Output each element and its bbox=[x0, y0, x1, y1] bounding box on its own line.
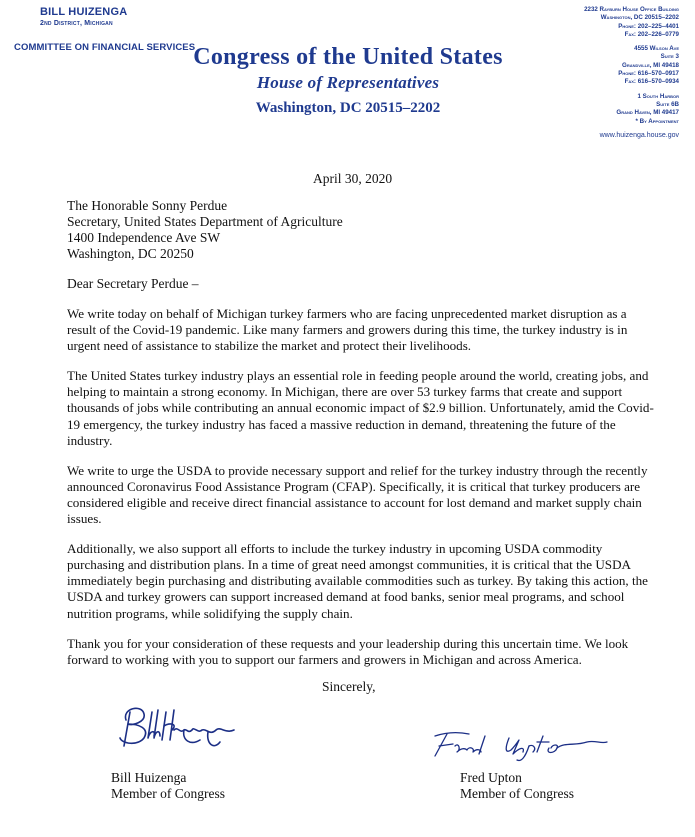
office-line: 1 South Harbor bbox=[637, 92, 679, 100]
signatory-huizenga bbox=[111, 770, 225, 802]
committee-label: COMMITTEE ON FINANCIAL SERVICES bbox=[14, 42, 196, 53]
office-line: Washington, DC 20515–2202 bbox=[600, 14, 679, 22]
letter-body bbox=[67, 306, 657, 682]
office-line: Suite 3 bbox=[660, 53, 679, 61]
upton-signature bbox=[425, 722, 615, 762]
grand-haven-office bbox=[529, 93, 679, 126]
signatory-name: Bill Huizenga bbox=[111, 770, 187, 785]
signatory-upton bbox=[460, 770, 574, 802]
signatory-title: Member of Congress bbox=[111, 786, 225, 801]
letterhead-title bbox=[178, 44, 518, 117]
signatory-name: Fred Upton bbox=[460, 770, 522, 785]
office-line: Phone: 202–225–4401 bbox=[618, 22, 679, 30]
website-link[interactable]: www.huizenga.house.gov bbox=[599, 131, 679, 139]
office-line: * By Appointment bbox=[635, 117, 679, 125]
recipient-line: Washington, DC 20250 bbox=[67, 246, 194, 261]
salutation: Dear Secretary Perdue – bbox=[67, 276, 199, 291]
office-line: Phone: 616–570–0917 bbox=[618, 70, 679, 78]
recipient-line: Secretary, United States Department of Agriculture bbox=[67, 214, 343, 229]
office-line: 4555 Wilson Ave bbox=[634, 45, 679, 53]
house-title: House of Representatives bbox=[256, 73, 440, 92]
office-line: Suite 6B bbox=[656, 100, 679, 108]
body-paragraph: Thank you for your consideration of these requests and your leadership during this uncertain time. We look forward to working with you to support our farmers and growers in Michigan and across America. bbox=[67, 635, 629, 667]
office-addresses bbox=[529, 6, 679, 140]
body-paragraph: We write to urge the USDA to provide necessary support and relief for the turkey industry through the recently announced Coronavirus Food Assistance Program (CFAP). Specifically, it is critical that turkey producers are considered eligible and receive direct financial assistance to account for lost demand and market supply chain issues. bbox=[67, 462, 648, 527]
letterhead-left bbox=[40, 6, 127, 27]
office-line: 2232 Rayburn House Office Building bbox=[584, 6, 679, 13]
body-paragraph: Additionally, we also support all efforts to include the turkey industry in upcoming USDA commodity purchasing and distribution plans. In a time of great need amongst communities, it is critical that the USDA immediately begin purchasing and distributing available commodities such as turkey. By taking this action, the USDA and turkey growers can support increased demand at food banks, senior meal programs, and school nutrition programs, while solidifying the supply chain. bbox=[67, 541, 648, 621]
district-label: 2nd District, Michigan bbox=[40, 20, 113, 27]
congress-title: Congress of the United States bbox=[193, 44, 503, 70]
member-name: BILL HUIZENGA bbox=[40, 6, 128, 18]
recipient-address bbox=[67, 198, 343, 262]
dc-office bbox=[529, 6, 679, 39]
office-line: Fax: 202–226–0779 bbox=[624, 30, 679, 38]
office-line: Grand Haven, MI 49417 bbox=[616, 109, 679, 117]
body-paragraph: The United States turkey industry plays an essential role in feeding people around the world, creating jobs, and helping to maintain a strong economy. In Michigan, there are over 53 turkey farms that create and support thousands of jobs while contributing an annual economic impact of $2.9 billion. Unfortunately, amid the Covid-19 emergency, the turkey industry has faced a massive reduction in demand, threatening the future of the industry. bbox=[67, 368, 654, 448]
letter-date: April 30, 2020 bbox=[313, 171, 393, 186]
body-paragraph: We write today on behalf of Michigan turkey farmers who are facing unprecedented market disruption as a result of the Covid-19 pandemic. Like many farmers and growers during this time, the turkey industry is in urgent need of assistance to stabilize the market and protect their livelihoods. bbox=[67, 306, 628, 354]
office-line: Fax: 616–570–0934 bbox=[624, 78, 679, 86]
closing: Sincerely, bbox=[322, 679, 376, 694]
washington-address: Washington, DC 20515–2202 bbox=[255, 100, 441, 116]
office-line: Grandville, MI 49418 bbox=[622, 61, 679, 69]
recipient-line: 1400 Independence Ave SW bbox=[67, 230, 221, 245]
signatory-title: Member of Congress bbox=[460, 786, 574, 801]
recipient-line: The Honorable Sonny Perdue bbox=[67, 198, 228, 213]
huizenga-signature bbox=[108, 700, 258, 760]
grandville-office bbox=[529, 45, 679, 86]
